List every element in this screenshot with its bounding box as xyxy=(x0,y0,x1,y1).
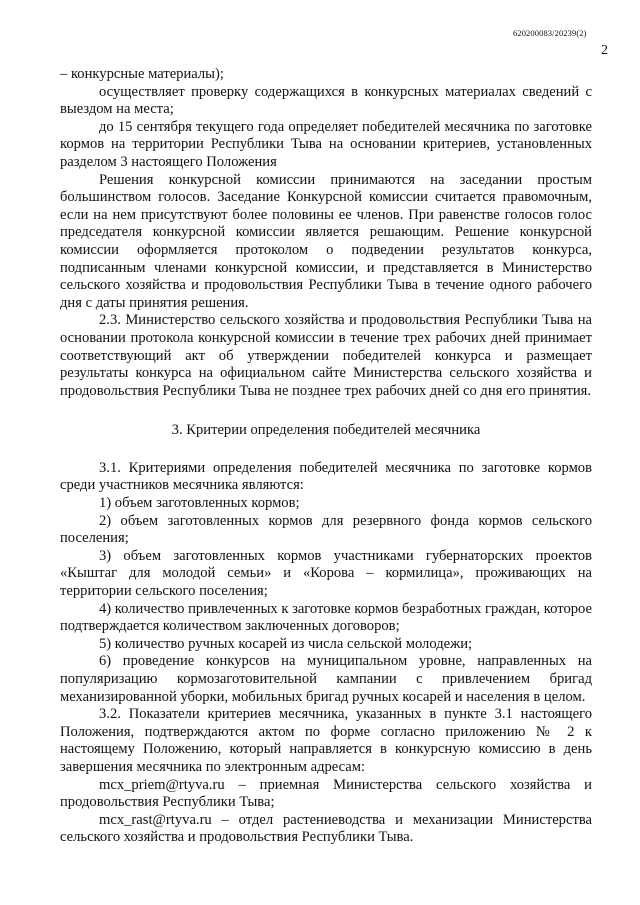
criteria-item: 2) объем заготовленных кормов для резервного фонда кормов сельского поселения; xyxy=(60,512,592,547)
criteria-item: 1) объем заготовленных кормов; xyxy=(99,495,300,512)
criteria-item: 3) объем заготовленных кормов участниками губернаторских проектов «Кыштаг для молодой семьи» и «Корова – кормилица», проживающих на территории сельского поселения; xyxy=(60,547,592,600)
criteria-item: 5) количество ручных косарей из числа сельской молодежи; xyxy=(99,635,473,652)
criteria-item: 4) количество привлеченных к заготовке кормов безработных граждан, которое подтверждается количеством заключенных договоров; xyxy=(60,600,592,635)
paragraph: 2.3. Министерство сельского хозяйства и продовольствия Республики Тыва на основании протокола конкурсной комиссии в течение трех рабочих дней принимает соответствующий акт об утверждении победителей конкурса и размещает результаты конкурса на официальном сайте Министерства сельского хозяйства и продовольствия Республики Тыва не позднее трех рабочих дней со дня его принятия. xyxy=(60,312,592,399)
criteria-item: 6) проведение конкурсов на муниципальном уровне, направленных на популяризацию кормозаготовительной кампании с привлечением бригад механизированной уборки, мобильных бригад ручных косарей и населения в целом. xyxy=(60,653,592,705)
email-item: mcx_priem@rtyva.ru – приемная Министерства сельского хозяйства и продовольствия Республики Тыва; xyxy=(60,776,592,811)
email-item: mcx_rast@rtyva.ru – отдел растениеводства и механизации Министерства сельского хозяйства и продовольствия Республики Тыва. xyxy=(60,811,592,846)
page-number: 2 xyxy=(601,43,608,58)
document-code: 620200083/20239(2) xyxy=(513,28,587,38)
paragraph: до 15 сентября текущего года определяет победителей месячника по заготовке кормов на территории Республики Тыва на основании критериев, установленных разделом 3 настоящего Положения xyxy=(60,118,592,170)
paragraph: – конкурсные материалы); xyxy=(60,66,224,82)
paragraph: 3.1. Критериями определения победителей месячника по заготовке кормов среди участников месячника являются: xyxy=(60,459,592,494)
paragraph: Решения конкурсной комиссии принимаются на заседании простым большинством голосов. Заседание Конкурсной комиссии считается правомочным, если на нем присутствуют более половины ее членов. При равенстве голосов голос председателя конкурсной комиссии является решающим. Решение конкурсной комиссии оформляется протоколом о подведении результатов конкурса, подписанным членами конкурсной комиссии, и представляется в Министерство сельского хозяйства и продовольствия Республики Тыва в течение одного рабочего дня с даты принятия решения. xyxy=(60,171,592,311)
document-body xyxy=(60,66,592,847)
section-heading: 3. Критерии определения победителей месячника xyxy=(171,422,481,439)
paragraph: 3.2. Показатели критериев месячника, указанных в пункте 3.1 настоящего Положения, подтверждаются актом по форме согласно приложению № 2 к настоящему Положению, который направляется в конкурсную комиссию в день завершения месячника по электронным адресам: xyxy=(60,706,592,775)
paragraph: осуществляет проверку содержащихся в конкурсных материалах сведений с выездом на места; xyxy=(60,83,592,118)
